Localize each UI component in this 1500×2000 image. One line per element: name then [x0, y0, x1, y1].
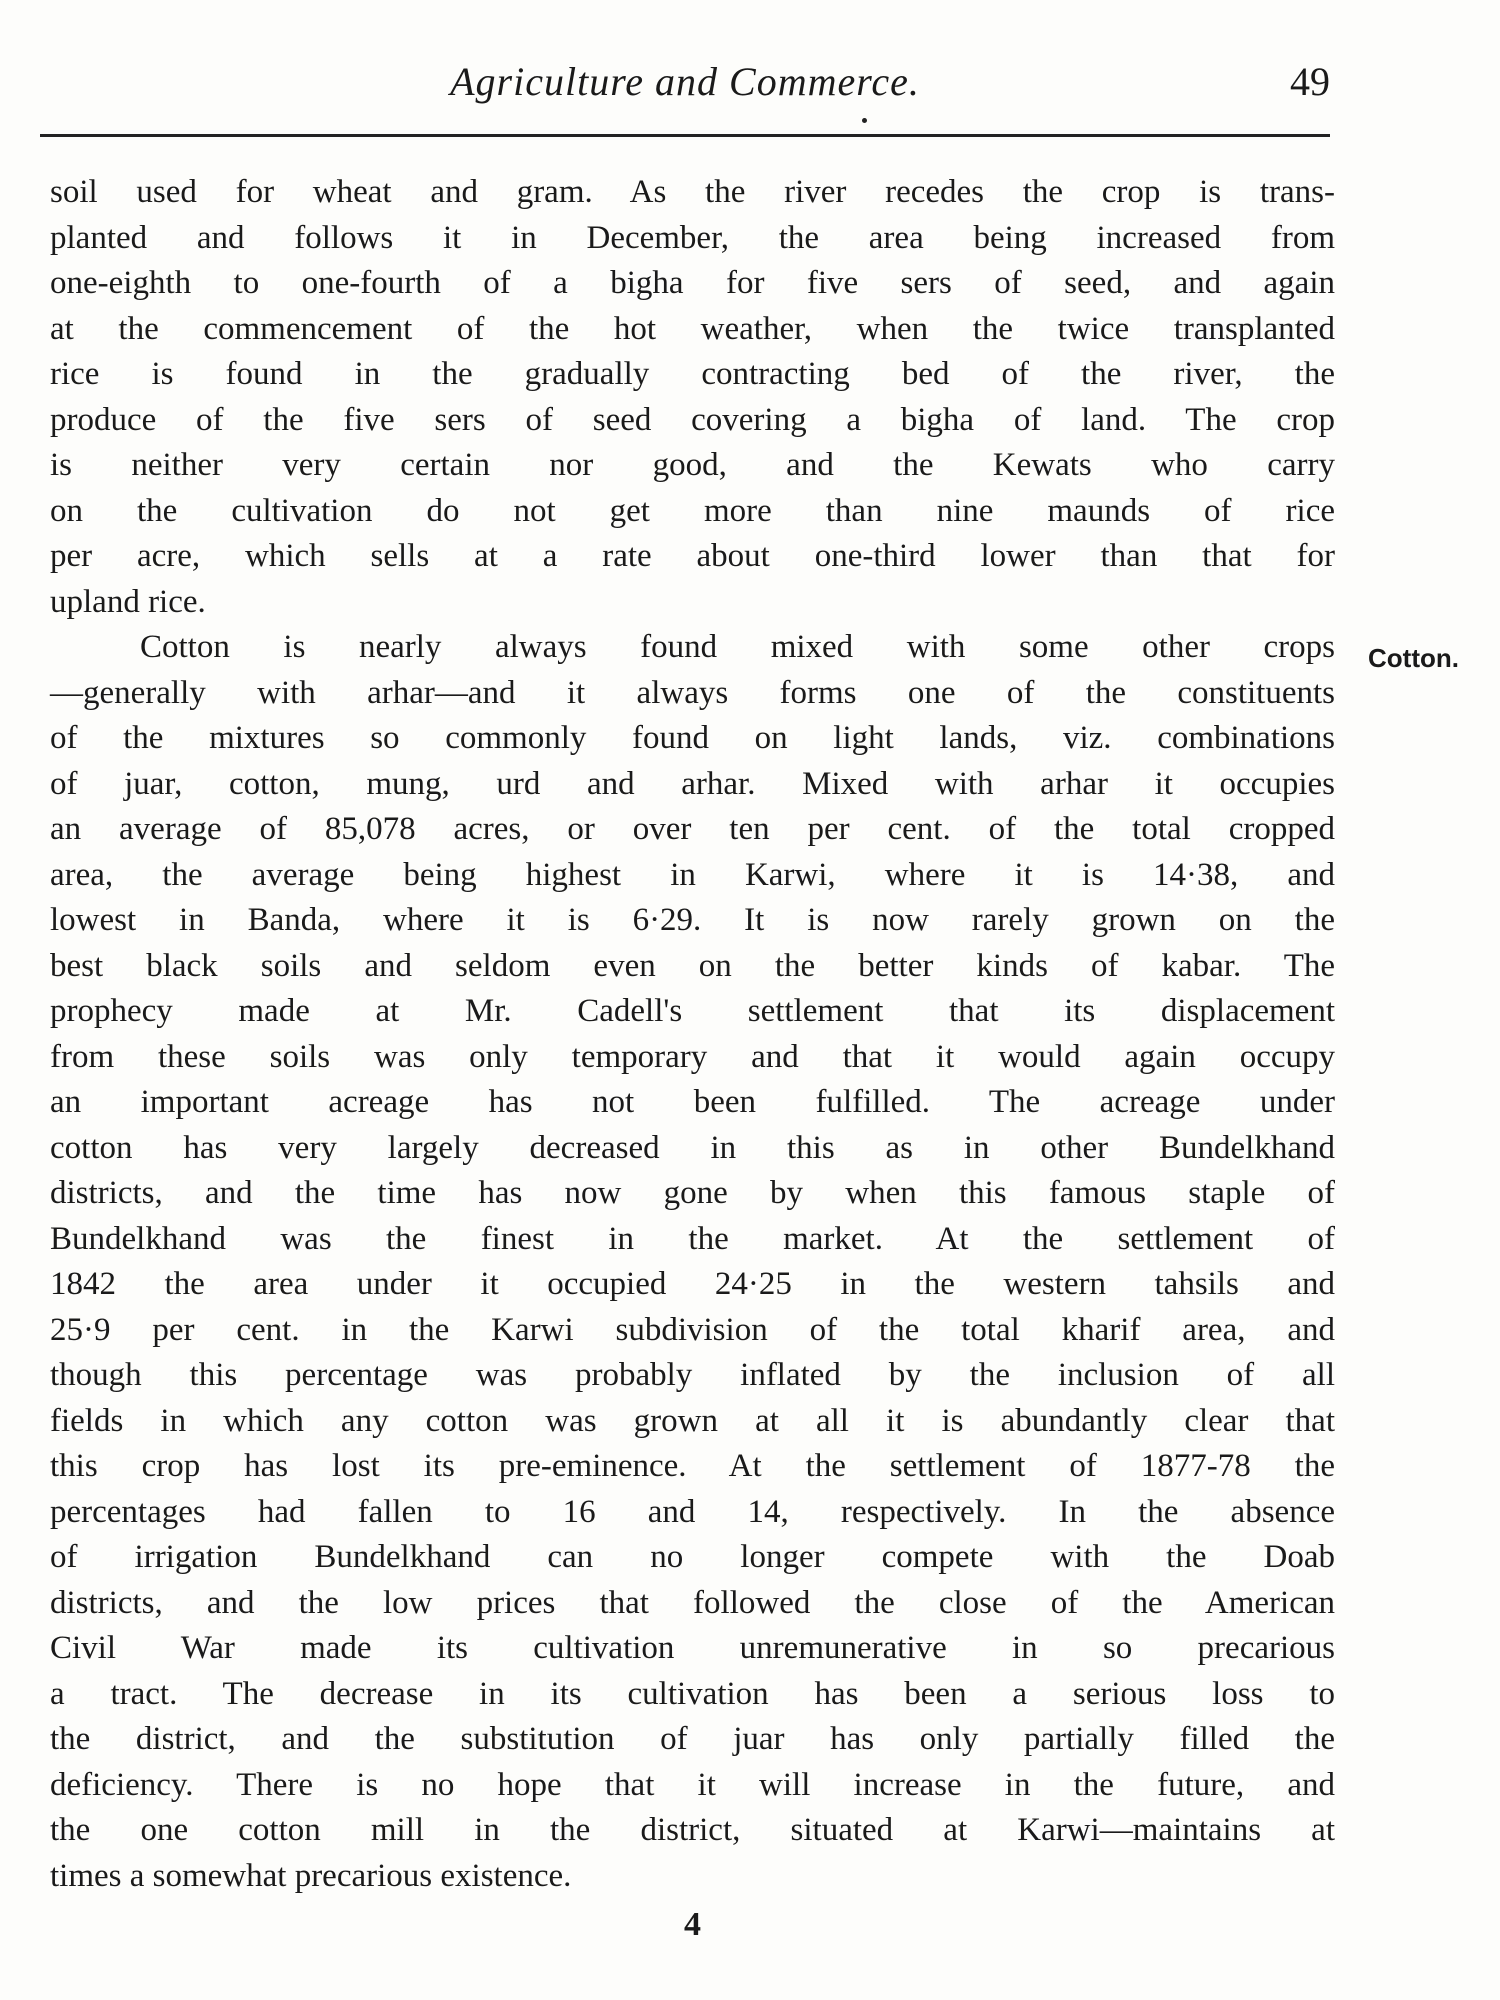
text-line: deficiency. There is no hope that it will increase in the future, and	[50, 1766, 1335, 1803]
text-line: an average of 85,078 acres, or over ten per cent. of the total cropped	[50, 811, 1335, 847]
text-line: this crop has lost its pre-eminence. At the settlement of 1877-78 the	[50, 1448, 1335, 1484]
text-line: Cotton is nearly always found mixed with some other crops	[140, 629, 1335, 665]
text-line: though this percentage was probably inflated by the inclusion of all	[50, 1357, 1335, 1393]
header-rule-dot	[862, 118, 867, 123]
text-line: per acre, which sells at a rate about one-third lower than that for	[50, 538, 1335, 574]
running-title: Agriculture and Commerce.	[450, 59, 920, 104]
text-line: Bundelkhand was the finest in the market. At the settlement of	[50, 1220, 1335, 1257]
text-line: on the cultivation do not get more than nine maunds of rice	[50, 492, 1335, 529]
text-line: at the commencement of the hot weather, when the twice transplanted	[50, 310, 1335, 347]
text-line: times a somewhat precarious existence.	[50, 1857, 572, 1894]
text-line: produce of the five sers of seed covering a bigha of land. The crop	[50, 401, 1335, 438]
page-number: 49	[1290, 59, 1330, 104]
text-line: 1842 the area under it occupied 24·25 in the western tahsils and	[50, 1266, 1335, 1302]
text-line: lowest in Banda, where it is 6·29. It is now rarely grown on the	[50, 902, 1335, 938]
page-header	[40, 58, 1330, 114]
text-line: planted and follows it in December, the area being increased from	[50, 219, 1335, 256]
text-line: of the mixtures so commonly found on light lands, viz. combinations	[50, 720, 1335, 756]
margin-note-cotton: Cotton.	[1368, 643, 1459, 673]
text-line: from these soils was only temporary and that it would again occupy	[50, 1038, 1335, 1075]
text-line: a tract. The decrease in its cultivation has been a serious loss to	[50, 1675, 1335, 1712]
body-text	[50, 170, 1335, 1899]
text-line: an important acreage has not been fulfilled. The acreage under	[50, 1084, 1335, 1120]
text-line: of irrigation Bundelkhand can no longer compete with the Doab	[50, 1539, 1335, 1575]
text-line: area, the average being highest in Karwi, where it is 14·38, and	[50, 856, 1335, 893]
text-line: upland rice.	[50, 583, 206, 620]
text-line: 25·9 per cent. in the Karwi subdivision of the total kharif area, and	[50, 1311, 1335, 1348]
text-line: percentages had fallen to 16 and 14, respectively. In the absence	[50, 1493, 1335, 1530]
text-line: prophecy made at Mr. Cadell's settlement that its displacement	[50, 993, 1335, 1029]
text-line: rice is found in the gradually contracting bed of the river, the	[50, 356, 1335, 392]
text-line: districts, and the time has now gone by when this famous staple of	[50, 1175, 1335, 1211]
text-line: one-eighth to one-fourth of a bigha for five sers of seed, and again	[50, 265, 1335, 301]
text-line: Civil War made its cultivation unremunerative in so precarious	[50, 1630, 1335, 1666]
text-line: best black soils and seldom even on the better kinds of kabar. The	[50, 947, 1335, 984]
text-line: soil used for wheat and gram. As the river recedes the crop is trans-	[50, 174, 1335, 210]
text-line: is neither very certain nor good, and the Kewats who carry	[50, 447, 1335, 483]
text-line: —generally with arhar—and it always forms one of the constituents	[50, 674, 1335, 711]
text-line: of juar, cotton, mung, urd and arhar. Mixed with arhar it occupies	[50, 765, 1335, 802]
text-line: the district, and the substitution of juar has only partially filled the	[50, 1721, 1335, 1757]
header-rule	[40, 134, 1330, 137]
text-line: the one cotton mill in the district, situated at Karwi—maintains at	[50, 1812, 1335, 1848]
text-line: districts, and the low prices that followed the close of the American	[50, 1584, 1335, 1621]
text-line: cotton has very largely decreased in this as in other Bundelkhand	[50, 1129, 1335, 1166]
signature-mark: 4	[684, 1906, 701, 1943]
text-line: fields in which any cotton was grown at all it is abundantly clear that	[50, 1402, 1335, 1439]
